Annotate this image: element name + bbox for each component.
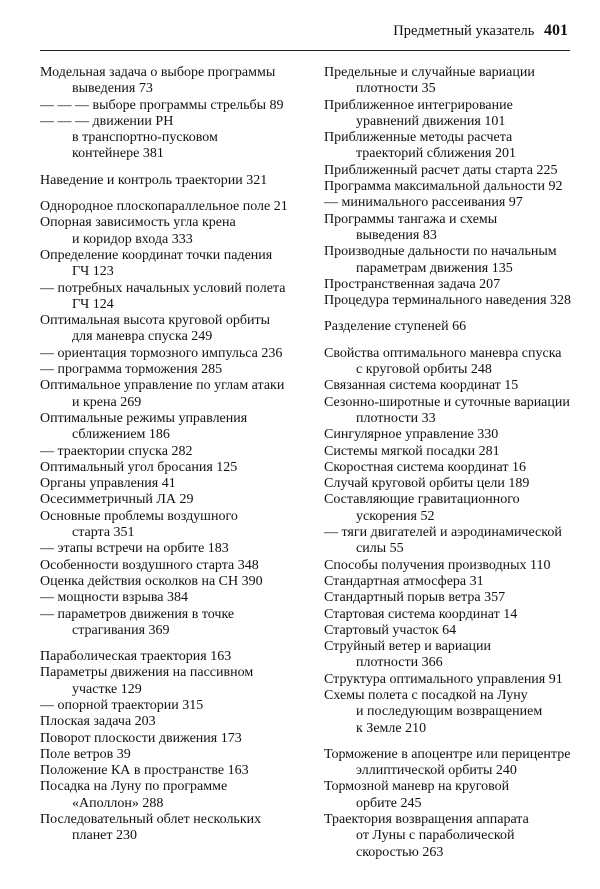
index-entry-continuation: скоростью 263	[356, 844, 444, 860]
index-entry-term: Производные дальности по начальным	[324, 244, 557, 260]
index-entry-continuation: плотности 33	[356, 410, 436, 426]
index-entry	[324, 525, 579, 558]
index-entry	[324, 378, 579, 394]
index-entry-continuation: и коридор входа 333	[72, 231, 193, 247]
index-entry-continuation: и крена 269	[72, 394, 142, 410]
index-entry	[40, 665, 315, 698]
section-gap	[40, 163, 315, 173]
index-entry	[40, 65, 315, 98]
index-entry	[40, 444, 315, 460]
index-entry-term: — этапы встречи на орбите 183	[40, 541, 229, 557]
index-entry-term: Основные проблемы воздушного	[40, 508, 238, 524]
index-entry-term: Разделение ступеней 66	[324, 319, 467, 335]
index-entry-term: — потребных начальных условий полета	[40, 280, 286, 296]
index-entry-continuation: плотности 366	[356, 655, 443, 671]
index-entry	[40, 281, 315, 314]
index-entry-term: Оптимальное управление по углам атаки	[40, 378, 285, 394]
index-entry-continuation: старта 351	[72, 525, 135, 541]
index-entry-term: Способы получения производных 110	[324, 557, 551, 573]
index-entry	[40, 779, 315, 812]
index-entry	[324, 444, 579, 460]
index-entry-term: — — — движении РН	[40, 113, 174, 129]
index-entry-term: Определение координат точки падения	[40, 247, 273, 263]
index-entry-term: Программы тангажа и схемы	[324, 211, 498, 227]
header-rule	[40, 50, 570, 51]
index-entry-continuation: выведения 73	[72, 81, 153, 97]
index-entry-term: Сингулярное управление 330	[324, 427, 499, 443]
index-entry	[40, 731, 315, 747]
index-entry-term: Предельные и случайные вариации	[324, 65, 535, 80]
index-entry	[324, 492, 579, 525]
index-entry-term: Поворот плоскости движения 173	[40, 730, 242, 746]
index-entry-continuation: силы 55	[356, 541, 404, 557]
section-gap	[324, 309, 579, 319]
index-entry-term: Приближенное интегрирование	[324, 97, 513, 113]
index-entry-term: Осесимметричный ЛА 29	[40, 492, 194, 508]
index-entry-term: Оптимальные режимы управления	[40, 410, 248, 426]
index-entry	[324, 395, 579, 428]
index-entry	[40, 411, 315, 444]
index-entry-continuation: параметрам движения 135	[356, 260, 513, 276]
index-entry-continuation: с круговой орбиты 248	[356, 362, 492, 378]
index-entry-term: Случай круговой орбиты цели 189	[324, 476, 530, 492]
index-entry-term: Опорная зависимость угла крена	[40, 215, 236, 231]
index-entry-term: Процедура терминального наведения 328	[324, 293, 572, 309]
index-entry-term: Системы мягкой посадки 281	[324, 443, 500, 459]
index-entry-term: — программа торможения 285	[40, 362, 223, 378]
index-entry-term: Структура оптимального управления 91	[324, 671, 563, 687]
index-entry	[40, 492, 315, 508]
header-title: Предметный указатель	[393, 23, 535, 39]
index-entry-continuation: сближением 186	[72, 427, 170, 443]
index-entry	[40, 173, 315, 189]
index-entry-term: Положение КА в пространстве 163	[40, 763, 249, 779]
index-entry	[40, 98, 315, 114]
running-header	[0, 22, 568, 46]
index-entry-term: Скоростная система координат 16	[324, 459, 526, 475]
index-entry	[324, 779, 579, 812]
index-entry-continuation: контейнере 381	[72, 146, 164, 162]
index-entry	[40, 714, 315, 730]
index-entry-term: Поле ветров 39	[40, 746, 131, 762]
index-entry-continuation: и последующим возвращением	[356, 704, 543, 720]
index-entry	[40, 362, 315, 378]
index-entry	[40, 763, 315, 779]
index-entry	[40, 558, 315, 574]
index-entry	[40, 378, 315, 411]
index-entry-continuation: участке 129	[72, 681, 142, 697]
index-entry	[40, 509, 315, 542]
index-entry	[40, 574, 315, 590]
index-entry-term: Органы управления 41	[40, 476, 176, 492]
index-entry	[324, 212, 579, 245]
index-entry-continuation: ускорения 52	[356, 508, 435, 524]
index-entry	[40, 114, 315, 163]
section-gap	[324, 737, 579, 747]
index-entry	[40, 476, 315, 492]
index-entry-term: Программа максимальной дальности 92	[324, 179, 563, 195]
index-entry	[324, 65, 579, 98]
index-entry	[324, 476, 579, 492]
index-entry	[40, 215, 315, 248]
index-entry-term: Струйный ветер и вариации	[324, 639, 492, 655]
index-entry-continuation: «Аполлон» 288	[72, 795, 164, 811]
index-entry-continuation: планет 230	[72, 828, 138, 844]
index-entry-term: — минимального рассеивания 97	[324, 195, 523, 211]
index-entry-term: — параметров движения в точке	[40, 606, 235, 622]
index-entry	[40, 812, 315, 845]
index-entry-term: Составляющие гравитационного	[324, 492, 520, 508]
index-column-left	[40, 65, 315, 845]
index-entry	[324, 179, 579, 195]
index-entry	[324, 747, 579, 780]
index-entry-continuation: ГЧ 124	[72, 296, 114, 312]
index-entry-term: Схемы полета с посадкой на Луну	[324, 687, 528, 703]
index-entry-term: Оптимальная высота круговой орбиты	[40, 313, 271, 329]
index-entry-term: Модельная задача о выборе программы	[40, 65, 276, 80]
index-entry-term: Плоская задача 203	[40, 714, 156, 730]
section-gap	[40, 639, 315, 649]
index-entry-term: Свойства оптимального маневра спуска	[324, 345, 562, 361]
index-entry-continuation: для маневра спуска 249	[72, 329, 213, 345]
index-entry	[40, 248, 315, 281]
index-entry	[324, 607, 579, 623]
index-entry	[324, 590, 579, 606]
index-entry-term: Параболическая траектория 163	[40, 649, 232, 665]
index-entry	[40, 747, 315, 763]
index-entry	[324, 688, 579, 737]
index-entry-term: Однородное плоскопараллельное поле 21	[40, 199, 288, 215]
index-entry-continuation: к Земле 210	[356, 720, 427, 736]
section-gap	[40, 189, 315, 199]
index-entry	[324, 319, 579, 335]
index-entry-term: Стандартный порыв ветра 357	[324, 590, 506, 606]
index-entry	[40, 313, 315, 346]
index-entry-term: Приближенный расчет даты старта 225	[324, 162, 558, 178]
index-entry	[324, 163, 579, 179]
index-column-right	[324, 65, 579, 861]
index-entry-continuation: траекторий сближения 201	[356, 146, 517, 162]
index-entry-term: Приближенные методы расчета	[324, 130, 513, 146]
index-entry-continuation: ГЧ 123	[72, 264, 114, 280]
index-entry-continuation: страгивания 369	[72, 622, 170, 638]
index-entry	[324, 812, 579, 861]
index-entry	[40, 541, 315, 557]
index-entry-term: — ориентация тормозного импульса 236	[40, 345, 283, 361]
index-entry	[324, 460, 579, 476]
index-entry	[324, 427, 579, 443]
index-entry-term: — — — выборе программы стрельбы 89	[40, 97, 284, 113]
index-entry	[40, 460, 315, 476]
index-entry-continuation: в транспортно-пусковом	[72, 130, 218, 146]
index-entry	[324, 130, 579, 163]
section-gap	[324, 336, 579, 346]
index-entry-continuation: уравнений движения 101	[356, 113, 506, 129]
index-entry	[40, 698, 315, 714]
index-entry-term: Торможение в апоцентре или перицентре	[324, 746, 571, 762]
index-entry	[324, 244, 579, 277]
page-number: 401	[544, 22, 568, 39]
index-entry-term: — траектории спуска 282	[40, 443, 193, 459]
index-entry	[324, 558, 579, 574]
index-entry	[324, 574, 579, 590]
index-entry	[40, 346, 315, 362]
index-entry	[324, 277, 579, 293]
index-entry	[40, 607, 315, 640]
index-entry	[324, 639, 579, 672]
index-entry-term: Оценка действия осколков на СН 390	[40, 573, 263, 589]
index-entry	[40, 590, 315, 606]
index-entry-continuation: орбите 245	[356, 795, 422, 811]
index-entry-continuation: плотности 35	[356, 81, 436, 97]
index-entry	[324, 293, 579, 309]
index-entry-term: — тяги двигателей и аэродинамической	[324, 525, 562, 541]
index-entry-term: Оптимальный угол бросания 125	[40, 459, 238, 475]
index-entry-term: Сезонно-широтные и суточные вариации	[324, 394, 570, 410]
index-entry-term: Стартовый участок 64	[324, 622, 457, 638]
index-entry-continuation: эллиптической орбиты 240	[356, 763, 517, 779]
index-entry-term: Стандартная атмосфера 31	[324, 573, 484, 589]
index-entry-term: Последовательный облет нескольких	[40, 812, 262, 828]
index-entry	[324, 623, 579, 639]
index-entry	[40, 649, 315, 665]
index-entry-term: Посадка на Луну по программе	[40, 779, 228, 795]
index-entry-term: Особенности воздушного старта 348	[40, 557, 259, 573]
index-entry	[324, 346, 579, 379]
index-entry	[324, 98, 579, 131]
index-entry-term: Траектория возвращения аппарата	[324, 812, 529, 828]
index-entry-continuation: от Луны с параболической	[356, 828, 515, 844]
index-entry	[40, 199, 315, 215]
index-entry-term: Связанная система координат 15	[324, 378, 519, 394]
index-entry-term: Тормозной маневр на круговой	[324, 779, 510, 795]
index-entry	[324, 195, 579, 211]
index-entry-term: — мощности взрыва 384	[40, 590, 188, 606]
index-entry-continuation: выведения 83	[356, 227, 437, 243]
index-entry-term: Наведение и контроль траектории 321	[40, 172, 268, 188]
index-entry	[324, 672, 579, 688]
index-entry-term: Параметры движения на пассивном	[40, 665, 254, 681]
index-entry-term: Пространственная задача 207	[324, 276, 501, 292]
index-entry-term: Стартовая система координат 14	[324, 606, 518, 622]
index-entry-term: — опорной траектории 315	[40, 697, 204, 713]
